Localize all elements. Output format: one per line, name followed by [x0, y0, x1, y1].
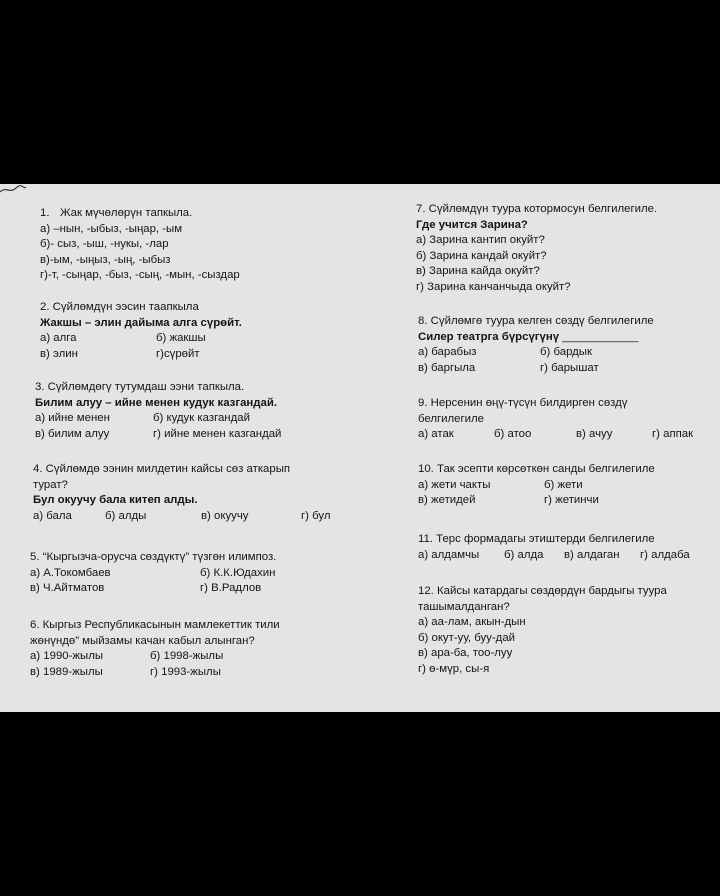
option-d: г)-т, -сыңар, -быз, -сың, -мын, -сыздар [40, 269, 240, 282]
question-7 [416, 202, 716, 296]
question-3 [35, 380, 365, 442]
question-5 [30, 550, 370, 597]
option-d: г) жетинчи [544, 494, 599, 507]
option-a: а) А.Токомбаев [30, 566, 111, 579]
option-c: в) жетидей [418, 494, 476, 507]
question-6 [30, 618, 370, 680]
question-title-continued: белгилегиле [418, 412, 484, 425]
option-d: г) ийне менен казгандай [153, 427, 282, 440]
option-b: б) кудук казгандай [153, 412, 250, 425]
option-b: б) К.К.Юдахин [200, 566, 276, 579]
question-1 [40, 206, 240, 284]
option-d: г) бул [301, 509, 331, 522]
question-number: 1. [40, 207, 50, 219]
option-a: а) Зарина кантип окуйт? [416, 234, 545, 247]
question-title-continued: жөнүндө” мыйзамы качан кабыл алынган? [30, 634, 255, 647]
ink-mark-icon [0, 184, 26, 196]
option-c: в) ачуу [576, 428, 613, 441]
question-title: 8. Сүйлөмгө туура келген сөздү белгилегиле [418, 315, 654, 327]
option-a: а) алга [40, 332, 77, 345]
question-title: 5. “Кыргызча-орусча сөздүктү” түзгөн илимпоз. [30, 551, 277, 563]
question-sentence: Бул окуучу бала китеп алды. [33, 494, 198, 507]
question-title: 4. Сүйлөмдө ээнин милдетин кайсы сөз аткарып [33, 463, 291, 475]
option-c: в)-ым, -ыңыз, -ың, -ыбыз [40, 253, 171, 266]
option-a: а) аа-лам, акын-дын [418, 616, 526, 629]
question-title: 11. Терс формадагы этиштерди белгилегиле [418, 533, 655, 545]
option-b: б) окут-уу, буу-дай [418, 631, 516, 644]
option-c: в) билим алуу [35, 427, 110, 440]
question-sentence: Билим алуу – ийне менен кудук казгандай. [35, 396, 278, 409]
option-d: г) Зарина канчанчыда окуйт? [416, 280, 571, 293]
option-a: а) жети чакты [418, 478, 491, 491]
option-b: б) атоо [494, 428, 532, 441]
question-10 [418, 462, 718, 509]
option-c: в) Ч.Айтматов [30, 582, 105, 595]
question-11 [418, 532, 718, 563]
question-title: 10. Так эсепти көрсөткөн санды белгилегиле [418, 463, 655, 475]
option-d: г) аппак [652, 428, 694, 441]
option-b: б) алда [504, 548, 544, 561]
question-12 [418, 584, 718, 678]
option-a: а) бала [33, 509, 72, 522]
option-c: в) окуучу [201, 509, 249, 522]
option-a: а) алдамчы [418, 548, 480, 561]
option-d: г) алдаба [640, 548, 690, 561]
option-a: а) барабыз [418, 346, 477, 359]
question-sentence: Жакшы – элин дайыма алга сүрөйт. [40, 316, 242, 329]
question-sentence: Силер театрга бүрсүгүнү [418, 330, 560, 343]
answer-blank: ____________ [562, 330, 639, 343]
question-title: 9. Нерсенин өңү-түсүн билдирген сөздү [418, 397, 628, 409]
question-8 [418, 314, 718, 376]
option-b: б) 1998-жылы [150, 650, 224, 663]
option-b: б) бардык [540, 346, 592, 359]
option-d: г) барышат [540, 361, 599, 374]
option-c: в) алдаган [564, 548, 620, 561]
option-b: б) жети [544, 478, 583, 491]
option-b: б) алды [105, 509, 147, 522]
option-d: г) 1993-жылы [150, 665, 221, 678]
question-title: Жак мүчөлөрүн тапкыла. [60, 207, 193, 219]
question-title: 3. Сүйлөмдөгү тутумдаш ээни тапкыла. [35, 381, 245, 393]
option-c: в) 1989-жылы [30, 665, 103, 678]
option-a: а) ийне менен [35, 412, 110, 425]
question-title: 2. Сүйлөмдүн ээсин таапкыла [40, 301, 199, 313]
question-title: 6. Кыргыз Республикасынын мамлекеттик тили [30, 619, 280, 631]
option-b: б) Зарина кандай окуйт? [416, 249, 547, 262]
option-b: б) жакшы [156, 332, 206, 345]
option-d: г) В.Радлов [200, 582, 262, 595]
option-a: а) –нын, -ыбыз, -ыңар, -ым [40, 222, 183, 235]
question-sentence: Где учится Зарина? [416, 218, 528, 231]
worksheet-paper [0, 184, 720, 712]
question-title-continued: ташымалданган? [418, 600, 510, 613]
question-2 [40, 300, 370, 362]
option-c: в) ара-ба, тоо-луу [418, 647, 513, 660]
option-c: в) баргыла [418, 361, 476, 374]
option-b: б)- сыз, -ыш, -нукы, -лар [40, 238, 169, 251]
option-c: в) элин [40, 347, 78, 360]
option-d: г) ө-мүр, сы-я [418, 662, 490, 675]
question-title-continued: турат? [33, 478, 68, 491]
question-title: 12. Кайсы катардагы сөздөрдүн бардыгы туура [418, 585, 667, 597]
option-c: в) Зарина кайда окуйт? [416, 265, 540, 278]
option-a: а) атак [418, 428, 454, 441]
option-d: г)сүрөйт [156, 347, 200, 360]
question-4 [33, 462, 373, 524]
question-title: 7. Сүйлөмдүн туура котормосун белгилегиле. [416, 203, 658, 215]
question-9 [418, 396, 718, 443]
option-a: а) 1990-жылы [30, 650, 104, 663]
